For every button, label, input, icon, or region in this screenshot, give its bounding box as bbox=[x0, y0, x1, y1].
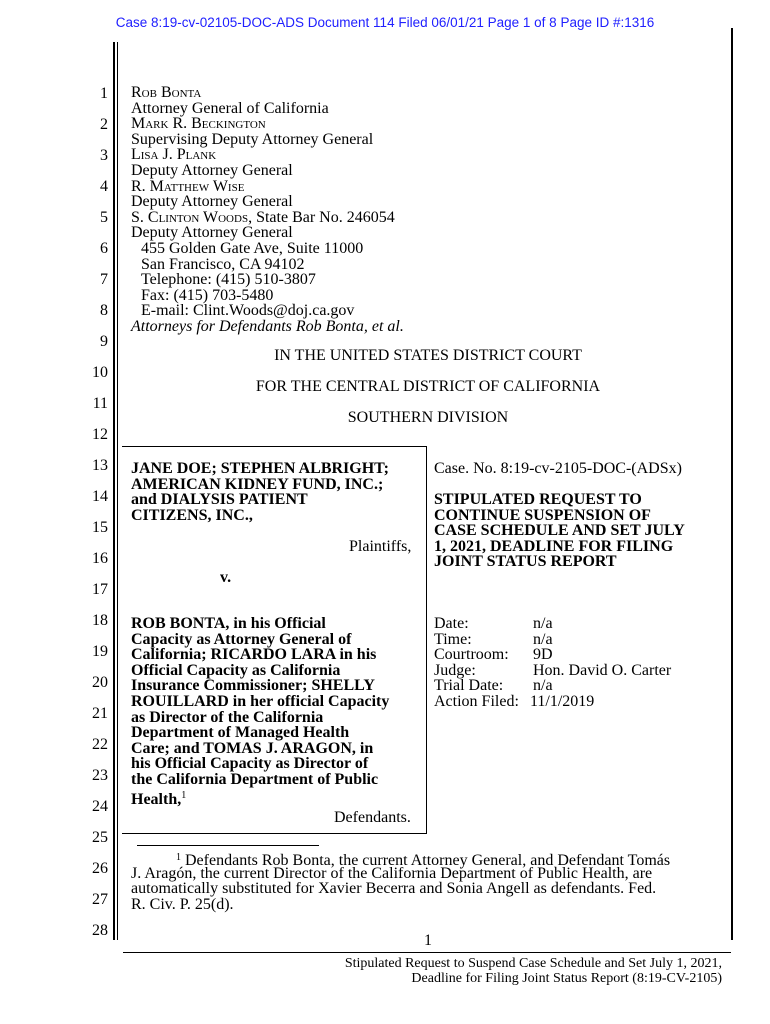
left-margin-rule-outer bbox=[113, 42, 115, 940]
footnote-number: 1 bbox=[176, 852, 181, 863]
address-line: 455 Golden Gate Ave, Suite 11000 bbox=[141, 240, 364, 257]
line-number: 25 bbox=[92, 829, 108, 846]
detail-value: 11/1/2019 bbox=[530, 693, 595, 710]
detail-label: Date: bbox=[434, 615, 469, 632]
line-number: 23 bbox=[92, 767, 108, 784]
filing-header-stamp: Case 8:19-cv-02105-DOC-ADS Document 114 Filed 06/01/21 Page 1 of 8 Page ID #:1316 bbox=[115, 15, 655, 30]
telephone: Telephone: (415) 510-3807 bbox=[141, 271, 316, 289]
line-number: 19 bbox=[92, 643, 108, 660]
court-district: FOR THE CENTRAL DISTRICT OF CALIFORNIA bbox=[255, 378, 601, 395]
line-number: 21 bbox=[92, 705, 108, 722]
line-number: 13 bbox=[92, 457, 108, 474]
plaintiffs-label: Plaintiffs, bbox=[349, 538, 412, 555]
footnote-line: automatically substituted for Xavier Becerra and Sonia Angell as defendants. Fed. bbox=[131, 880, 657, 898]
footnote-marker[interactable]: 1 bbox=[181, 789, 187, 801]
detail-value: Hon. David O. Carter bbox=[533, 661, 672, 679]
counsel-name: R. Matthew Wise bbox=[131, 177, 245, 195]
counsel-title: Supervising Deputy Attorney General bbox=[131, 130, 374, 148]
footer-line: Stipulated Request to Suspend Case Schedule and Set July 1, 2021, bbox=[344, 956, 722, 971]
defendants-label: Defendants. bbox=[334, 809, 411, 826]
line-number: 28 bbox=[92, 922, 108, 939]
counsel-name: Mark R. Beckington bbox=[131, 115, 266, 133]
line-number: 7 bbox=[100, 271, 108, 288]
defendants-line: his Official Capacity as Director of bbox=[131, 755, 369, 773]
detail-value: n/a bbox=[533, 615, 553, 632]
state-bar-number: , State Bar No. 246054 bbox=[248, 208, 395, 226]
counsel-title: Attorney General of California bbox=[131, 99, 329, 117]
footnote-line: R. Civ. P. 25(d). bbox=[131, 895, 234, 913]
document-title-line: CONTINUE SUSPENSION OF bbox=[434, 506, 651, 524]
court-division: SOUTHERN DIVISION bbox=[347, 409, 509, 426]
line-number: 9 bbox=[100, 333, 108, 350]
email: E-mail: Clint.Woods@doj.ca.gov bbox=[141, 302, 355, 320]
detail-value: 9D bbox=[533, 646, 553, 664]
footnote-text: Defendants Rob Bonta, the current Attorney General, and Defendant Tomás bbox=[185, 852, 671, 869]
plaintiffs-line: and DIALYSIS PATIENT bbox=[131, 491, 308, 509]
detail-label: Time: bbox=[434, 630, 472, 648]
plaintiffs-line: JANE DOE; STEPHEN ALBRIGHT; bbox=[131, 460, 389, 477]
footnote-line: J. Aragón, the current Director of the California Department of Public Health, are bbox=[131, 864, 653, 882]
defendants-line: as Director of the California bbox=[131, 708, 324, 726]
line-number: 8 bbox=[100, 302, 108, 319]
detail-label: Judge: bbox=[434, 661, 476, 679]
line-number: 2 bbox=[100, 116, 108, 133]
defendants-line: California; RICARDO LARA in his bbox=[131, 646, 377, 664]
line-number: 27 bbox=[92, 891, 108, 908]
counsel-name-bar bbox=[131, 210, 395, 226]
counsel-name: Rob Bonta bbox=[131, 84, 202, 101]
caption-divider-rule bbox=[426, 446, 427, 834]
detail-label: Courtroom: bbox=[434, 646, 509, 664]
plaintiffs-line: AMERICAN KIDNEY FUND, INC.; bbox=[131, 475, 384, 493]
attorneys-for: Attorneys for Defendants Rob Bonta, et al. bbox=[131, 318, 404, 335]
line-number: 10 bbox=[92, 364, 108, 381]
counsel-title: Deputy Attorney General bbox=[131, 162, 293, 179]
line-number: 22 bbox=[92, 736, 108, 753]
plaintiffs-line: CITIZENS, INC., bbox=[131, 506, 253, 524]
counsel-title: Deputy Attorney General bbox=[131, 224, 293, 242]
address-line: San Francisco, CA 94102 bbox=[141, 255, 305, 273]
caption-top-rule bbox=[122, 446, 427, 447]
left-margin-rule-inner bbox=[117, 42, 118, 940]
counsel-name: Lisa J. Plank bbox=[131, 146, 217, 164]
line-number: 6 bbox=[100, 240, 108, 257]
court-name: IN THE UNITED STATES DISTRICT COURT bbox=[274, 347, 582, 364]
line-number: 16 bbox=[92, 550, 108, 567]
document-title-line: CASE SCHEDULE AND SET JULY bbox=[434, 522, 685, 540]
defendants-line: ROB BONTA, in his Official bbox=[131, 615, 326, 632]
document-title-line: JOINT STATUS REPORT bbox=[434, 553, 617, 571]
right-margin-rule bbox=[731, 28, 733, 940]
line-number: 24 bbox=[92, 798, 108, 815]
line-number: 20 bbox=[92, 674, 108, 691]
defendants-line: Department of Managed Health bbox=[131, 724, 350, 742]
detail-value: n/a bbox=[533, 677, 553, 695]
counsel-name: S. Clinton Woods bbox=[131, 208, 249, 226]
defendants-line: Capacity as Attorney General of bbox=[131, 630, 352, 648]
line-number: 15 bbox=[92, 519, 108, 536]
defendants-line: the California Department of Public bbox=[131, 771, 379, 788]
fax: Fax: (415) 703-5480 bbox=[141, 286, 274, 304]
line-number: 26 bbox=[92, 860, 108, 877]
line-number: 14 bbox=[92, 488, 108, 505]
line-number: 1 bbox=[100, 85, 108, 102]
caption-bottom-rule bbox=[122, 833, 427, 834]
defendants-line: ROUILLARD in her official Capacity bbox=[131, 693, 390, 710]
line-number: 12 bbox=[92, 426, 108, 443]
line-number: 3 bbox=[100, 147, 108, 164]
counsel-title: Deputy Attorney General bbox=[131, 193, 293, 211]
versus: v. bbox=[220, 569, 232, 586]
line-number: 5 bbox=[100, 209, 108, 226]
case-number: Case. No. 8:19-cv-2105-DOC-(ADSx) bbox=[434, 460, 682, 477]
defendants-line-last bbox=[131, 788, 186, 808]
defendants-line: Health, bbox=[131, 790, 182, 808]
footer-rule bbox=[123, 952, 731, 953]
line-number: 18 bbox=[92, 612, 108, 629]
line-number: 17 bbox=[92, 581, 108, 598]
defendants-line: Official Capacity as California bbox=[131, 661, 341, 679]
detail-label: Trial Date: bbox=[434, 677, 504, 695]
footer-line: Deadline for Filing Joint Status Report (8:19-CV-2105) bbox=[411, 971, 722, 986]
detail-label: Action Filed: bbox=[434, 693, 519, 710]
line-number: 11 bbox=[92, 395, 108, 412]
footnote-separator bbox=[137, 845, 319, 846]
defendants-line: Insurance Commissioner; SHELLY bbox=[131, 677, 375, 695]
defendants-line: Care; and TOMAS J. ARAGON, in bbox=[131, 739, 374, 757]
line-number: 4 bbox=[100, 178, 108, 195]
detail-value: n/a bbox=[533, 630, 553, 648]
page-number: 1 bbox=[424, 932, 432, 949]
document-title-line: 1, 2021, DEADLINE FOR FILING bbox=[434, 537, 674, 555]
document-title-line: STIPULATED REQUEST TO bbox=[434, 491, 642, 508]
